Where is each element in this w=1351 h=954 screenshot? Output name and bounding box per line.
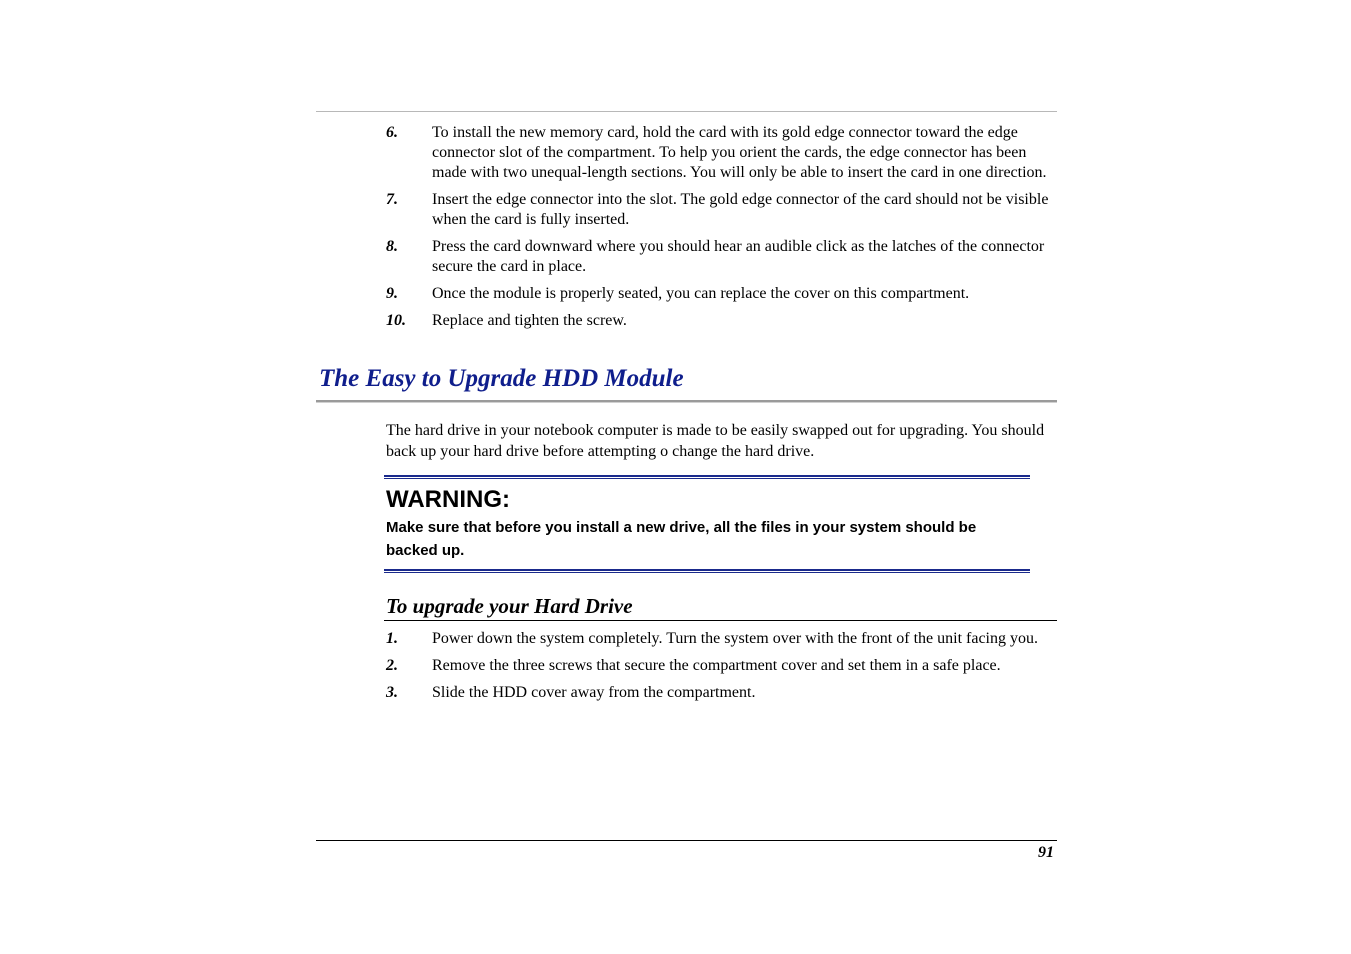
hdd-steps-list — [386, 629, 1066, 710]
list-item — [386, 123, 1066, 183]
subsection-title: To upgrade your Hard Drive — [386, 594, 633, 618]
subsection-rule — [384, 620, 1057, 621]
step-number: 9. — [386, 285, 398, 302]
section-title: The Easy to Upgrade HDD Module — [319, 365, 684, 392]
warning-title: WARNING: — [386, 486, 510, 513]
step-number: 8. — [386, 238, 398, 255]
list-item — [386, 237, 1066, 277]
list-item — [386, 311, 1066, 331]
step-text: To install the new memory card, hold the card with its gold edge connector toward the edge connector slot of the compartment. To help you orient the cards, the edge connector has been made with two unequal-length sections. You will only be able to insert the card in one direction. — [432, 124, 1047, 181]
footer-rule — [316, 840, 1057, 841]
warning-body: Make sure that before you install a new drive, all the files in your system should be backed up. — [386, 519, 977, 559]
section-intro: The hard drive in your notebook computer is made to be easily swapped out for upgrading. You should back up your hard drive before attempting o change the hard drive. — [386, 422, 1045, 460]
step-number: 6. — [386, 124, 398, 141]
warning-bottom-rule — [384, 569, 1030, 573]
step-text: Once the module is properly seated, you can replace the cover on this compartment. — [432, 285, 970, 302]
list-item — [386, 284, 1066, 304]
step-text: Press the card downward where you should hear an audible click as the latches of the connector secure the card in place. — [432, 238, 1045, 275]
list-item — [386, 190, 1066, 230]
step-text: Remove the three screws that secure the compartment cover and set them in a safe place. — [432, 657, 1001, 674]
step-text: Power down the system completely. Turn the system over with the front of the unit facing you. — [432, 630, 1038, 647]
list-item — [386, 629, 1066, 649]
memory-steps-list — [386, 123, 1066, 338]
step-number: 2. — [386, 657, 398, 674]
step-text: Insert the edge connector into the slot. The gold edge connector of the card should not be visible when the card is fully inserted. — [432, 191, 1049, 228]
step-number: 3. — [386, 684, 398, 701]
step-number: 1. — [386, 630, 398, 647]
step-number: 7. — [386, 191, 398, 208]
list-item — [386, 683, 1066, 703]
list-item — [386, 656, 1066, 676]
warning-top-rule — [384, 475, 1030, 479]
section-rule — [316, 400, 1057, 403]
page-number: 91 — [1038, 844, 1054, 861]
step-number: 10. — [386, 312, 406, 329]
step-text: Slide the HDD cover away from the compartment. — [432, 684, 756, 701]
header-rule — [316, 111, 1057, 112]
step-text: Replace and tighten the screw. — [432, 312, 627, 329]
